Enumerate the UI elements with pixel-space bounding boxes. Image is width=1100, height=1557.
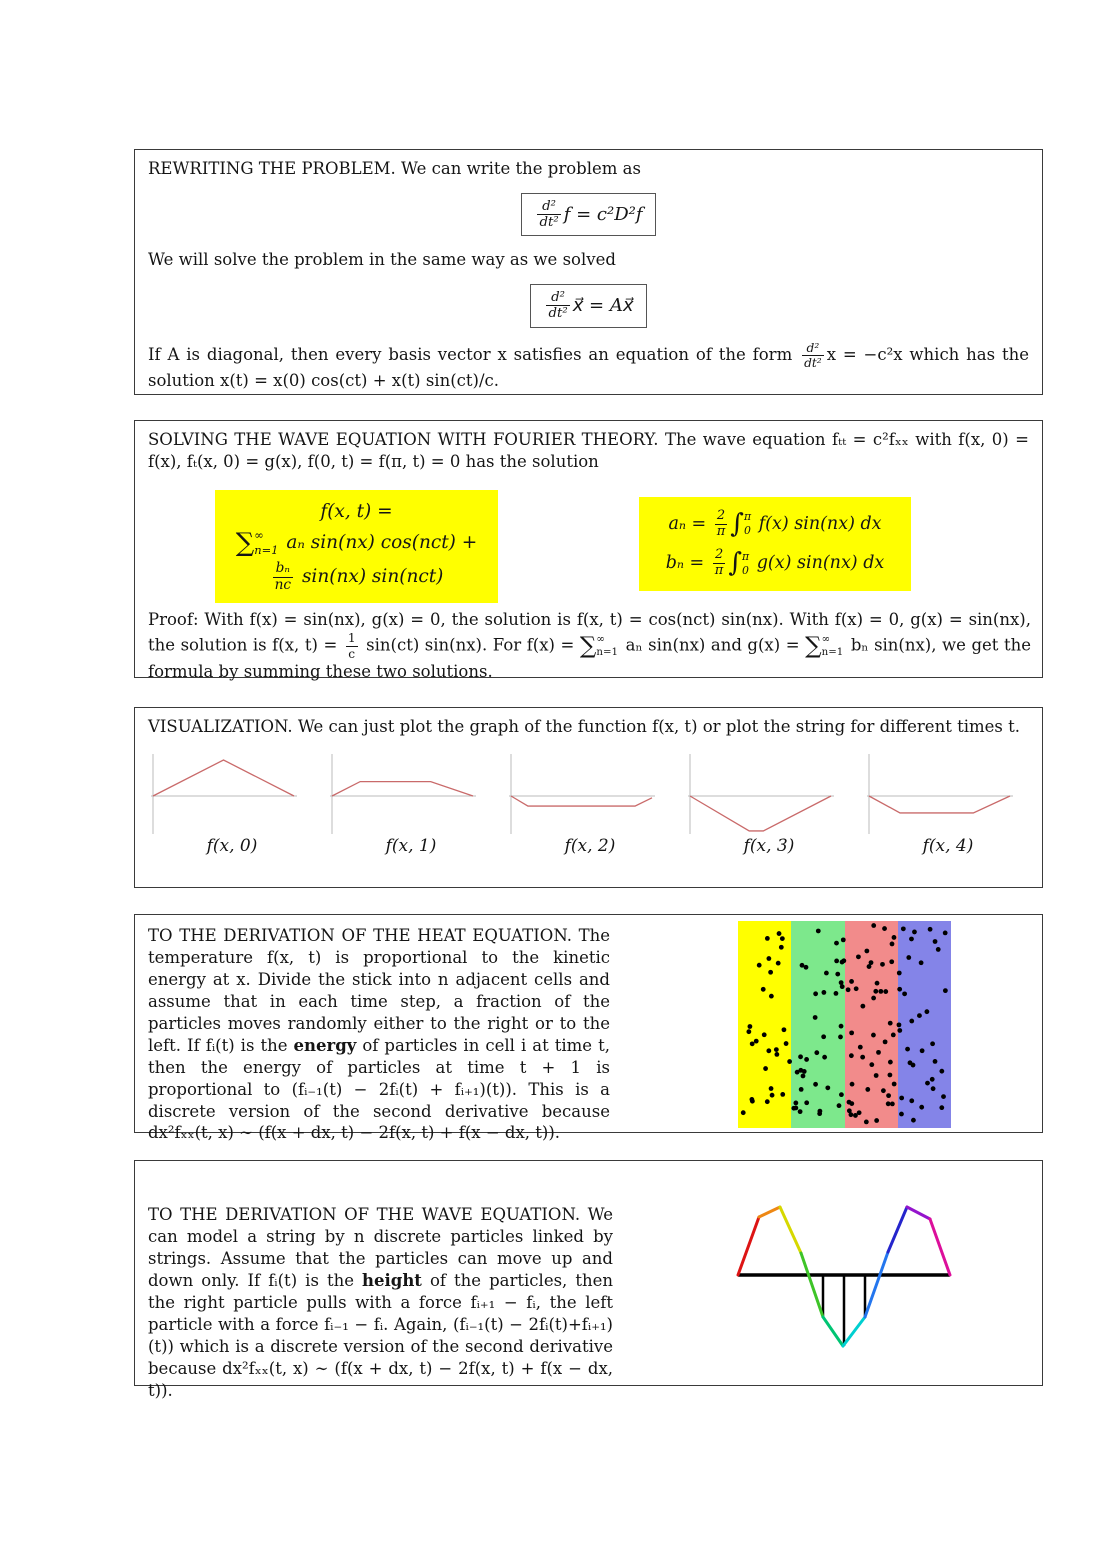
heat-paragraph: TO THE DERIVATION OF THE HEAT EQUATION. The temperature f(x, t) is proportional to the kinetic energy at x. Divide the stick into n adjacent cells and assume that in each time step, a fraction of the particles moves randomly either to the right or to the left. If fᵢ(t) is the energy of particles in cell i at time t, then the energy of particles at time t + 1 is proportional to (fᵢ₋₁(t) − 2fᵢ(t) + fᵢ₊₁)(t)). This is a discrete version of the second derivative because dx²fₓₓ(t, x) ∼ (f(x + dx, t) − 2f(x, t) + f(x − dx, t)). xyxy=(148,926,610,1143)
sum-limits: ∞ n=1 xyxy=(596,633,619,658)
figure-heat-particle-cells xyxy=(738,921,951,1128)
fraction-bn-nc: $\frac{\text{bₙ}}{nc}$ xyxy=(274,560,292,594)
plot-label: f(x, 3) xyxy=(743,836,795,856)
sum-limits: ∞ n=1 xyxy=(254,528,279,558)
coefficient-an-row: aₙ = $\frac{2}{\pi}$ ∫ π 0 f(x) sin(nx) dx xyxy=(668,507,882,539)
fraction-d2-dt2: $\frac{\text{d²}}{\text{dt²}}$ xyxy=(548,290,568,322)
miniplot-f-x-2 xyxy=(509,752,655,836)
fraction-2-pi: $\frac{2}{\pi}$ xyxy=(716,507,726,539)
fraction-d2-dt2: $\frac{\text{d²}}{\text{dt²}}$ xyxy=(539,198,559,231)
viz-intro-paragraph xyxy=(148,716,1029,738)
miniplot-f-x-0 xyxy=(151,752,297,836)
fourier-intro-paragraph xyxy=(148,429,1029,473)
integral-limits: π 0 xyxy=(742,549,750,577)
section-rewriting-the-problem xyxy=(134,149,1043,395)
fraction-d2-dt2: $\frac{\text{d²}}{\text{dt²}}$ xyxy=(804,340,822,370)
bold-height: height xyxy=(362,1270,422,1290)
sum-limits: ∞ n=1 xyxy=(821,633,844,658)
closing-text-post: x = −c²x which has the solution x(t) = x(0) cos(ct) + x(t) sin(ct)/c. xyxy=(148,344,1029,390)
sum-icon: ∑ xyxy=(235,528,255,559)
fraction-1-c: $\frac{1}{c}$ xyxy=(347,631,356,661)
fourier-heading: SOLVING THE WAVE EQUATION WITH FOURIER THEORY. xyxy=(148,430,659,449)
solution-line-2: ∑ ∞ n=1 aₙ sin(nx) cos(nct) + xyxy=(235,528,478,559)
formula-rhs: x⃗ = Ax⃗ xyxy=(572,294,634,316)
fourier-intro-text: The wave equation fₜₜ = c²fₓₓ with f(x, 0) = f(x), fₜ(x, 0) = g(x), f(0, t) = f(π, t) = 0 has the solution xyxy=(148,430,1029,471)
boxed-formula-second-derivative-f xyxy=(521,193,655,237)
solution-line-3: $\frac{\text{bₙ}}{nc}$ sin(nx) sin(nct) xyxy=(274,560,444,594)
rewriting-intro-paragraph xyxy=(148,158,1029,180)
viz-intro-text: We can just plot the graph of the function f(x, t) or plot the string for different times t. xyxy=(292,717,1020,736)
wave-text-column xyxy=(148,1204,613,1401)
plot-label: f(x, 0) xyxy=(206,836,258,856)
sum-icon: ∑ xyxy=(805,632,822,659)
section-wave-equation xyxy=(134,1160,1043,1400)
rewriting-middle-paragraph: We will solve the problem in the same way as we solved xyxy=(148,250,616,270)
miniplot-f-x-3 xyxy=(688,752,834,836)
integral-icon: ∫ xyxy=(728,548,742,578)
solution-line-1: f(x, t) = xyxy=(320,501,393,523)
boxed-formula-vector-ode xyxy=(530,284,646,328)
section-heat-equation xyxy=(134,914,1043,1143)
figure-string-particle-model xyxy=(736,1199,953,1353)
bold-energy: energy xyxy=(293,1035,357,1055)
rewriting-intro-text: We can write the problem as xyxy=(395,159,641,178)
proof-paragraph: Proof: With f(x) = sin(nx), g(x) = 0, the solution is f(x, t) = cos(nct) sin(nx). With f(x) = 0, g(x) = sin(nx), the solution is f(x, t) = $\frac{1}{c}$ sin(ct) sin(nx). For f(x) = ∑ ∞ n=1 aₙ sin(nx) and g(x) = ∑ ∞ n=1 bₙ sin(nx), we get the formula by summing these two solutions. xyxy=(148,610,1031,682)
plot-label: f(x, 1) xyxy=(385,836,437,856)
miniplot-f-x-4 xyxy=(867,752,1013,836)
section-visualization xyxy=(134,707,1043,888)
highlighted-solution-formula xyxy=(215,490,498,603)
integral-limits: π 0 xyxy=(743,510,752,538)
miniplot-f-x-1 xyxy=(330,752,476,836)
heat-text-column xyxy=(148,925,610,1144)
plot-label: f(x, 4) xyxy=(922,836,974,856)
sum-icon: ∑ xyxy=(579,632,597,659)
highlighted-coefficients-formula xyxy=(639,497,911,591)
fraction-2-pi: $\frac{2}{\pi}$ xyxy=(714,547,724,579)
rewriting-heading: REWRITING THE PROBLEM. xyxy=(148,159,396,178)
particles-layer xyxy=(738,921,951,1128)
integral-icon: ∫ xyxy=(730,508,744,539)
coefficient-bn-row: bₙ = $\frac{2}{\pi}$ ∫ π 0 g(x) sin(nx) dx xyxy=(665,547,885,579)
section-fourier-theory xyxy=(134,420,1043,682)
plot-label: f(x, 2) xyxy=(564,836,616,856)
wave-paragraph: TO THE DERIVATION OF THE WAVE EQUATION. We can model a string by n discrete particles linked by strings. Assume that the particles can move up and down only. If fᵢ(t) is the height of the particles, then the right particle pulls with a force fᵢ₊₁ − fᵢ, the left particle with a force fᵢ₋₁ − fᵢ. Again, (fᵢ₋₁(t) − 2fᵢ(t)+fᵢ₊₁)(t)) which is a discrete version of the second derivative because dx²fₓₓ(t, x) ∼ (f(x + dx, t) − 2f(x, t) + f(x − dx, t)). xyxy=(148,1205,613,1400)
formula-rhs: f = c²D²f xyxy=(563,203,643,225)
closing-text-pre: If A is diagonal, then every basis vector x satisfies an equation of the form xyxy=(148,344,800,364)
viz-heading: VISUALIZATION. xyxy=(148,717,293,736)
rewriting-closing-paragraph xyxy=(148,341,1029,392)
